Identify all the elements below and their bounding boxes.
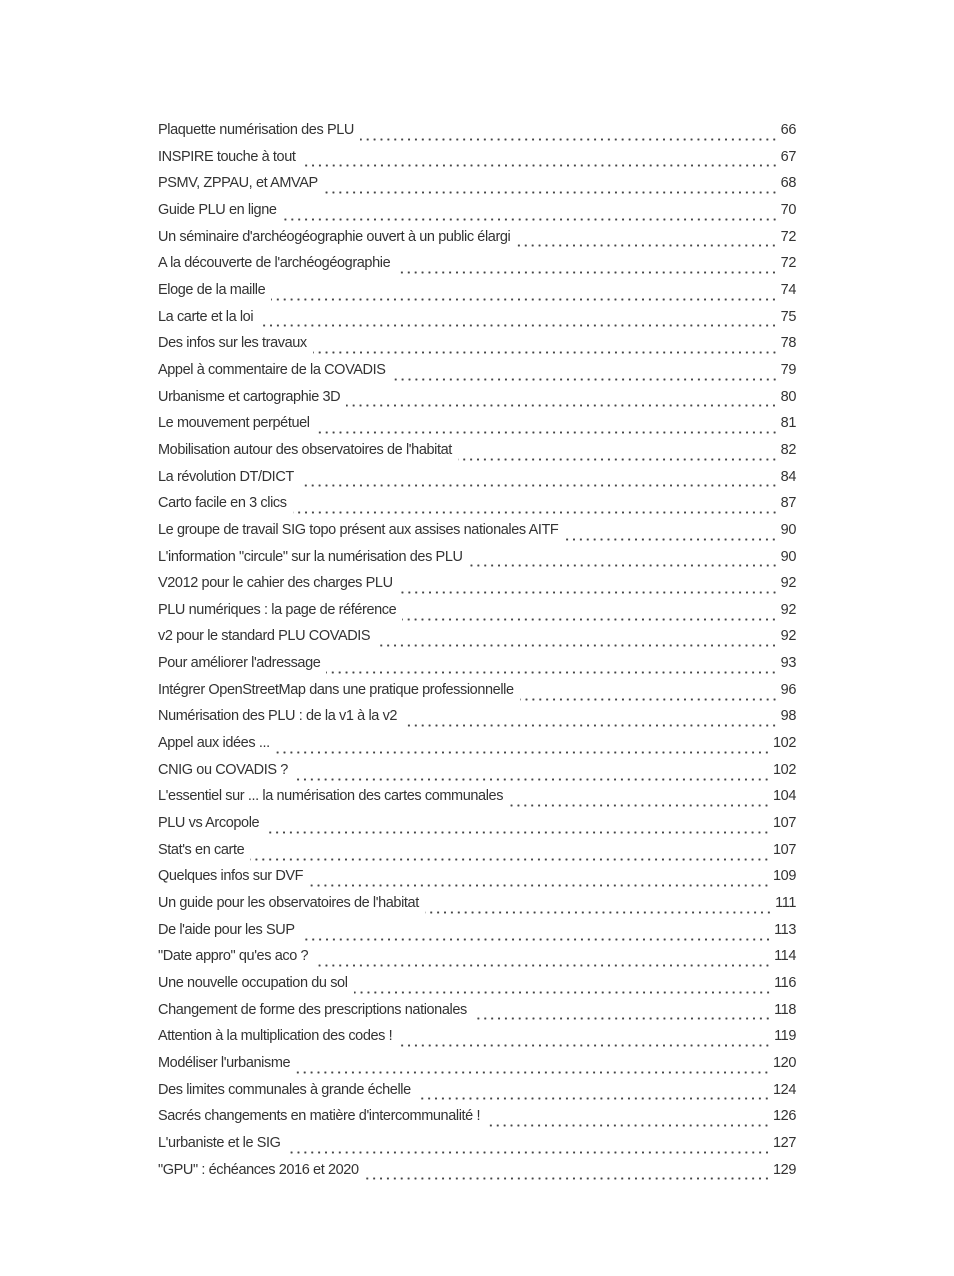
toc-entry[interactable] [158,1028,796,1055]
dot-leader [271,298,777,301]
toc-entry[interactable] [158,549,796,576]
dot-leader [259,324,777,327]
toc-entry-page: 109 [773,868,796,885]
toc-entry-page: 68 [780,175,796,192]
toc-entry[interactable] [158,255,796,282]
toc-entry[interactable] [158,842,796,869]
toc-entry-page: 67 [780,148,796,165]
toc-entry[interactable] [158,522,796,549]
toc-entry[interactable] [158,575,796,602]
toc-entry-page: 78 [780,335,796,352]
toc-entry[interactable] [158,922,796,949]
toc-entry[interactable] [158,815,796,842]
toc-entry-page: 80 [780,388,796,405]
toc-entry[interactable] [158,149,796,176]
toc-entry-title: Intégrer OpenStreetMap dans une pratique professionnelle [158,681,514,698]
toc-entry[interactable] [158,1055,796,1082]
toc-entry-title: PLU vs Arcopole [158,815,260,832]
toc-entry[interactable] [158,389,796,416]
toc-entry-page: 84 [780,468,796,485]
dot-leader [309,884,770,887]
dot-leader [314,964,771,967]
toc-entry-page: 113 [774,921,796,938]
toc-entry-page: 120 [773,1054,796,1071]
toc-entry[interactable] [158,682,796,709]
toc-entry-title: V2012 pour le cahier des charges PLU [158,575,393,592]
toc-entry-page: 93 [780,655,796,672]
dot-leader [265,831,770,834]
dot-leader [392,378,778,381]
dot-leader [287,1151,770,1154]
toc-entry-title: Attention à la multiplication des codes ! [158,1028,393,1045]
toc-entry[interactable] [158,229,796,256]
toc-entry[interactable] [158,655,796,682]
toc-entry[interactable] [158,495,796,522]
toc-entry[interactable] [158,948,796,975]
dot-leader [250,858,770,861]
toc-entry[interactable] [158,762,796,789]
toc-entry-page: 92 [780,601,796,618]
toc-entry[interactable] [158,628,796,655]
toc-entry-page: 104 [773,788,796,805]
dot-leader [324,191,778,194]
toc-entry-page: 111 [775,895,796,912]
dot-leader [316,431,778,434]
toc-entry-page: 75 [780,308,796,325]
toc-entry[interactable] [158,202,796,229]
dot-leader [402,618,777,621]
toc-entry-title: Stat's en carte [158,841,245,858]
toc-entry-title: Des infos sur les travaux [158,335,307,352]
toc-entry[interactable] [158,362,796,389]
toc-entry-page: 74 [780,281,796,298]
toc-entry-page: 92 [780,575,796,592]
dot-leader [398,1044,771,1047]
toc-entry-title: La carte et la loi [158,308,254,325]
toc-entry-page: 127 [773,1134,796,1151]
toc-entry-page: 98 [780,708,796,725]
toc-entry-page: 114 [774,948,796,965]
toc-entry[interactable] [158,309,796,336]
toc-entry-title: Eloge de la maille [158,281,266,298]
dot-leader [486,1124,770,1127]
toc-entry[interactable] [158,602,796,629]
toc-entry-title: Urbanisme et cartographie 3D [158,388,341,405]
toc-entry-title: Sacrés changements en matière d'intercommunalité ! [158,1108,481,1125]
dot-leader [354,991,772,994]
toc-entry[interactable] [158,1082,796,1109]
dot-leader [276,751,770,754]
dot-leader [516,244,777,247]
toc-entry-title: Un séminaire d'archéogéographie ouvert à un public élargi [158,228,511,245]
dot-leader [469,564,778,567]
toc-entry-title: Des limites communales à grande échelle [158,1081,411,1098]
toc-entry[interactable] [158,1108,796,1135]
dot-leader [346,404,777,407]
toc-entry-page: 116 [774,975,796,991]
dot-leader [365,1177,770,1180]
toc-entry-page: 70 [780,201,796,218]
dot-leader [509,804,770,807]
dot-leader [425,911,772,914]
toc-entry-page: 107 [773,841,796,858]
dot-leader [403,724,778,727]
toc-entry-title: L'urbaniste et le SIG [158,1134,281,1151]
toc-entry-title: La révolution DT/DICT [158,468,294,485]
toc-entry-title: CNIG ou COVADIS ? [158,761,288,778]
toc-entry-title: Le groupe de travail SIG topo présent aux assises nationales AITF [158,521,559,538]
toc-entry[interactable] [158,788,796,815]
toc-entry-title: Changement de forme des prescriptions nationales [158,1001,467,1018]
toc-entry-page: 90 [780,548,796,565]
toc-entry-title: Un guide pour les observatoires de l'habitat [158,895,419,912]
dot-leader [293,511,778,514]
toc-entry-title: PLU numériques : la page de référence [158,601,397,618]
dot-leader [283,218,778,221]
dot-leader [396,271,777,274]
toc-entry[interactable] [158,868,796,895]
dot-leader [376,644,777,647]
toc-entry[interactable] [158,175,796,202]
toc-entry-page: 118 [774,1001,796,1018]
toc-entry-page: 90 [780,521,796,538]
toc-entry-page: 82 [780,441,796,458]
toc-entry-title: Quelques infos sur DVF [158,868,304,885]
toc-entry-title: Appel à commentaire de la COVADIS [158,361,386,378]
toc-entry[interactable] [158,735,796,762]
dot-leader [326,671,777,674]
dot-leader [520,698,778,701]
toc-entry-page: 119 [774,1028,796,1045]
toc-entry-page: 102 [773,735,796,752]
toc-entry-page: 72 [780,255,796,272]
toc-entry-page: 96 [780,681,796,698]
toc-entry[interactable] [158,122,796,149]
toc-entry[interactable] [158,708,796,735]
toc-entry[interactable] [158,442,796,469]
toc-entry[interactable] [158,895,796,922]
toc-entry-title: A la découverte de l'archéogéographie [158,255,391,272]
toc-entry[interactable] [158,975,796,1002]
toc-entry-page: 81 [780,415,796,432]
toc-entry[interactable] [158,415,796,442]
toc-entry-title: L'information "circule" sur la numérisation des PLU [158,548,463,565]
toc-entry-title: INSPIRE touche à tout [158,148,296,165]
toc-entry-title: PSMV, ZPPAU, et AMVAP [158,175,318,192]
dot-leader [296,1071,770,1074]
toc-entry[interactable] [158,282,796,309]
table-of-contents [158,122,796,1188]
toc-entry-title: Mobilisation autour des observatoires de l'habitat [158,441,452,458]
toc-entry-title: "Date appro" qu'es aco ? [158,948,309,965]
toc-entry-page: 129 [773,1161,796,1178]
toc-entry[interactable] [158,1002,796,1029]
toc-entry-page: 79 [780,361,796,378]
toc-entry[interactable] [158,469,796,496]
toc-entry[interactable] [158,1162,796,1189]
toc-entry-page: 102 [773,761,796,778]
toc-entry-title: Une nouvelle occupation du sol [158,975,348,991]
toc-entry-title: Le mouvement perpétuel [158,415,310,432]
dot-leader [302,164,778,167]
toc-entry-page: 124 [773,1081,796,1098]
dot-leader [417,1097,770,1100]
dot-leader [300,484,778,487]
toc-entry-page: 92 [780,628,796,645]
dot-leader [399,591,778,594]
toc-entry-title: Guide PLU en ligne [158,201,277,218]
toc-entry-title: De l'aide pour les SUP [158,921,295,938]
toc-entry-title: v2 pour le standard PLU COVADIS [158,628,371,645]
dot-leader [301,938,771,941]
toc-entry-title: Carto facile en 3 clics [158,495,287,512]
dot-leader [564,538,777,541]
dot-leader [458,458,778,461]
dot-leader [294,778,770,781]
toc-entry-title: Pour améliorer l'adressage [158,655,321,672]
toc-entry-title: Plaquette numérisation des PLU [158,122,354,138]
dot-leader [360,138,778,141]
toc-entry-title: Appel aux idées ... [158,735,270,752]
toc-entry-title: L'essentiel sur ... la numérisation des cartes communales [158,788,504,805]
dot-leader [473,1017,771,1020]
toc-entry-title: Modéliser l'urbanisme [158,1054,291,1071]
toc-entry-page: 66 [780,122,796,138]
toc-entry-title: Numérisation des PLU : de la v1 à la v2 [158,708,398,725]
dot-leader [313,351,778,354]
toc-entry[interactable] [158,1135,796,1162]
toc-entry-page: 72 [780,228,796,245]
toc-entry-page: 87 [780,495,796,512]
toc-entry-page: 107 [773,815,796,832]
toc-entry-title: "GPU" : échéances 2016 et 2020 [158,1161,359,1178]
toc-entry[interactable] [158,335,796,362]
toc-entry-page: 126 [773,1108,796,1125]
